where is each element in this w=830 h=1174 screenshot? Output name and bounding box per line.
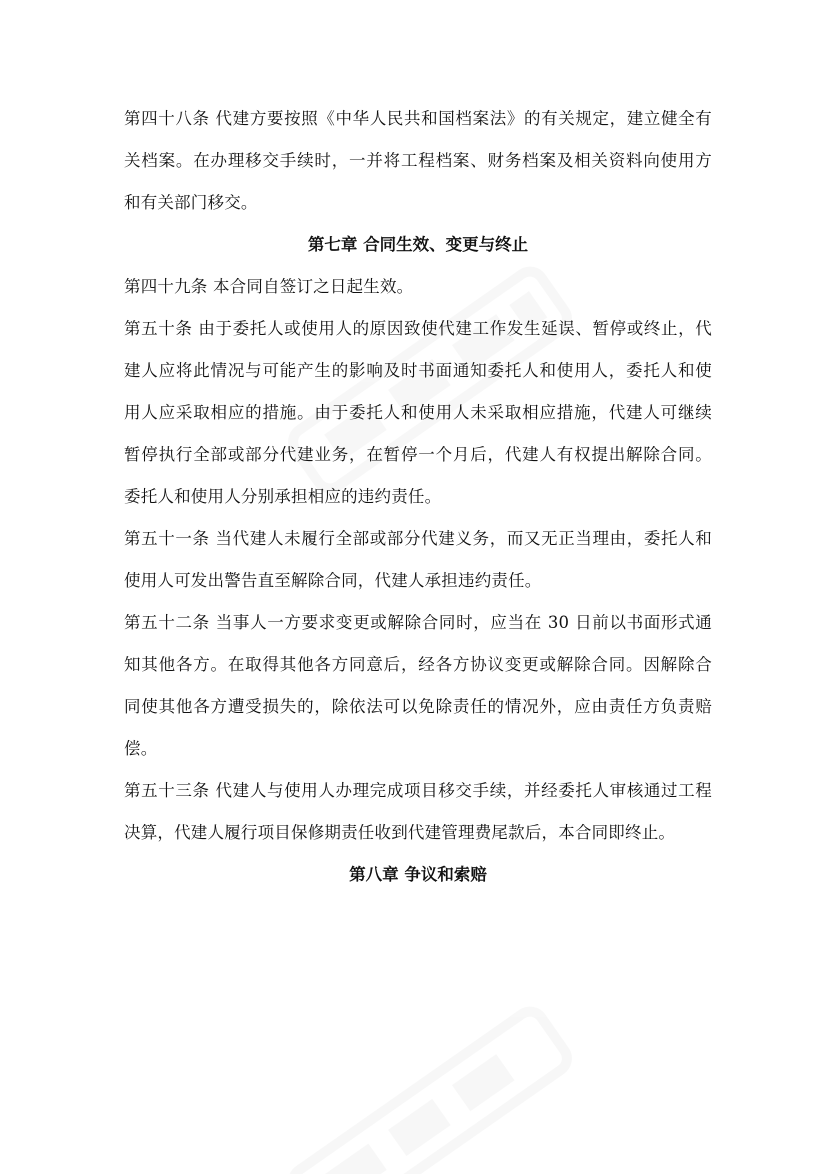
- text-line: 第五十一条 当代建人未履行全部或部分代建义务，而又无正当理由，委托人和: [124, 529, 712, 548]
- text-line: 和有关部门移交。: [124, 193, 258, 212]
- watermark-stamp-lower: [288, 1006, 573, 1174]
- text-line: 建人应将此情况与可能产生的影响及时书面通知委托人和使用人，委托人和使: [124, 361, 712, 380]
- text-line: 委托人和使用人分别承担相应的违约责任。: [124, 487, 442, 506]
- article-paragraph: [124, 518, 712, 602]
- article-paragraph: [124, 602, 712, 770]
- text-line: 第四十八条 代建方要按照《中华人民共和国档案法》的有关规定，建立健全有: [124, 109, 712, 128]
- article-paragraph: [124, 98, 712, 224]
- text-line: 暂停执行全部或部分代建业务，在暂停一个月后，代建人有权提出解除合同。: [124, 445, 712, 464]
- text-line: 关档案。在办理移交手续时，一并将工程档案、财务档案及相关资料向使用方: [124, 151, 712, 170]
- text-line: 第五十三条 代建人与使用人办理完成项目移交手续，并经委托人审核通过工程: [124, 781, 712, 800]
- article-paragraph: [124, 266, 712, 308]
- text-line: 第四十九条 本合同自签订之日起生效。: [124, 277, 414, 296]
- chapter-heading: 第八章 争议和索赔: [349, 865, 487, 884]
- text-line: 偿。: [124, 739, 158, 758]
- article-paragraph: [124, 308, 712, 518]
- text-line: 决算，代建人履行项目保修期责任收到代建管理费尾款后，本合同即终止。: [124, 823, 676, 842]
- text-line: 知其他各方。在取得其他各方同意后，经各方协议变更或解除合同。因解除合: [124, 655, 712, 674]
- chapter-heading: 第七章 合同生效、变更与终止: [307, 235, 529, 254]
- document-body: [124, 98, 712, 896]
- article-paragraph: [124, 770, 712, 854]
- text-line: 第五十条 由于委托人或使用人的原因致使代建工作发生延误、暂停或终止，代: [124, 319, 712, 338]
- text-line: 第五十二条 当事人一方要求变更或解除合同时，应当在 30 日前以书面形式通: [124, 613, 712, 632]
- text-line: 使用人可发出警告直至解除合同，代建人承担违约责任。: [124, 571, 542, 590]
- text-line: 同使其他各方遭受损失的，除依法可以免除责任的情况外，应由责任方负责赔: [124, 697, 712, 716]
- text-line: 用人应采取相应的措施。由于委托人和使用人未采取相应措施，代建人可继续: [124, 403, 712, 422]
